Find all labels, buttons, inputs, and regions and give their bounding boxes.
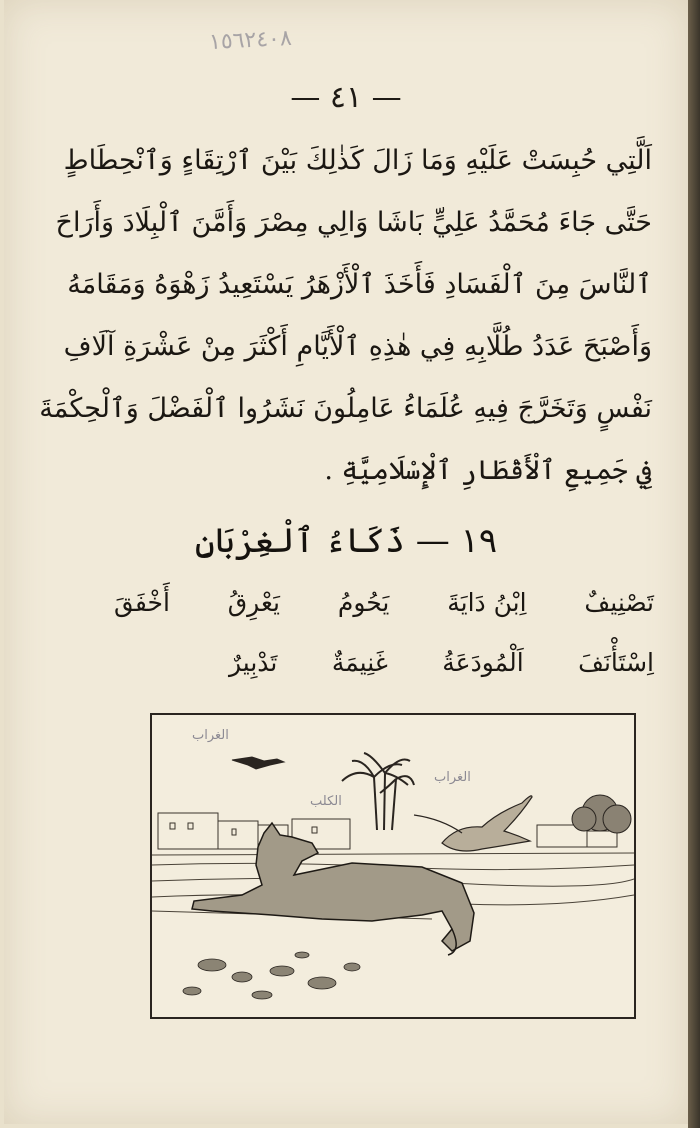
body-paragraph [39,130,652,502]
vocab-word: اِبْنُ دَايَةَ [447,588,527,617]
vocab-word: تَصْنِيفٌ [584,588,654,617]
vocab-word: تَدْبِيرٌ [229,648,278,677]
text-line: حَتَّى جَاءَ مُحَمَّدُ عَلِيٍّ بَاشَا وَالِي مِصْرَ وَأَمَّنَ ٱلْبِلَادَ وَأَرَاحَ [55,207,652,238]
text-line: نَفْسٍ وَتَخَرَّجَ فِيهِ عُلَمَاءُ عَامِلُونَ نَشَرُوا ٱلْفَضْلَ وَٱلْحِكْمَةَ [39,393,652,424]
vocab-word: يَحُومُ [337,588,390,617]
book-binding-edge [688,0,700,1128]
vocab-word: أَخْفَقَ [114,588,170,617]
vocabulary-row [114,588,654,617]
dog-pencil-note: الكلب [310,794,342,809]
vocab-word: اِسْتَأْنَفَ [578,648,654,677]
text-line: ٱلنَّاسَ مِنَ ٱلْفَسَادِ فَأَخَذَ ٱلْأَزْهَرُ يَسْتَعِيدُ زَهْوَهُ وَمَقَامَهُ [67,269,652,300]
pencil-catalog-number: ١٥٦٢٤٠٨ [208,25,293,56]
page-number: — ٤١ — [290,80,402,115]
vocab-word: يَعْرِقُ [227,588,280,617]
illustration-dog-and-crows [150,713,636,1019]
vocab-word: غَنِيمَةٌ [331,648,388,677]
text-line: وَأَصْبَحَ عَدَدُ طُلَّابِهِ فِي هٰذِهِ ٱلْأَيَّامِ أَكْثَرَ مِنْ عَشْرَةِ آلَافِ [63,331,652,362]
text-line: فِي جَمِيعِ ٱلْأَقْطَارِ ٱلْإِسْلَامِيَّةِ . [324,455,652,486]
illustration-drawing [152,715,634,1017]
book-page [4,0,690,1124]
vocabulary-row [229,648,654,677]
lesson-title: ١٩ — ذَكَاءُ ٱلْغِرْبَانِ [194,521,498,561]
vocab-word: اَلْمُودَعَةُ [442,648,524,677]
raven-pencil-note: الغراب [192,728,229,743]
text-line: اَلَّتِي حُبِسَتْ عَلَيْهِ وَمَا زَالَ كَذٰلِكَ بَيْنَ ٱرْتِقَاءٍ وَٱنْحِطَاطٍ [63,145,652,176]
crow-pencil-note: الغراب [434,770,471,785]
